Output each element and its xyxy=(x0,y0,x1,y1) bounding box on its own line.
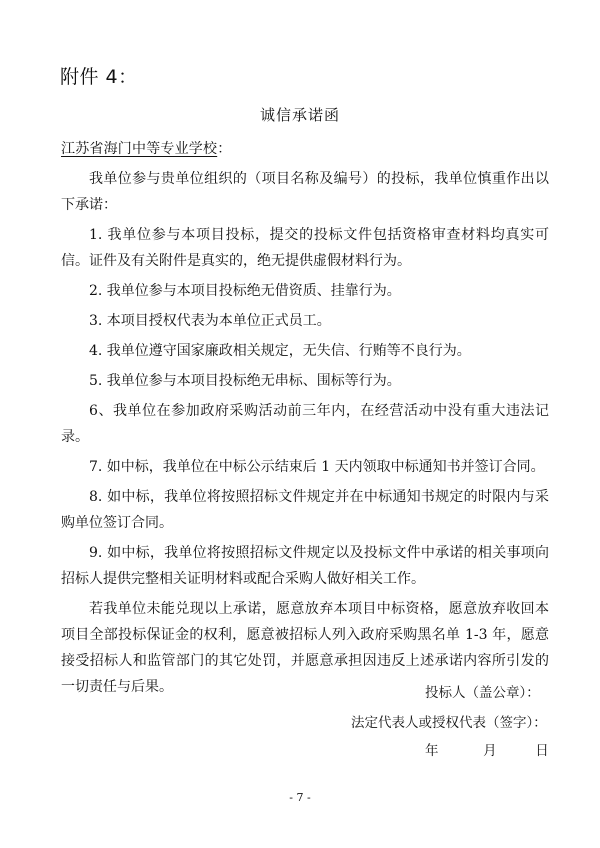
pledge-item-3: 3. 本项目授权代表为本单位正式员工。 xyxy=(89,313,331,329)
attachment-label: 附件 4： xyxy=(60,66,138,88)
letter-body xyxy=(61,166,549,700)
date-line xyxy=(425,739,549,759)
pledge-item-4: 4. 我单位遵守国家廉政相关规定，无失信、行贿等不良行为。 xyxy=(89,343,471,359)
date-year: 年 xyxy=(425,743,439,759)
date-month: 月 xyxy=(483,743,497,759)
date-day: 日 xyxy=(535,743,549,759)
pledge-item-5: 5. 我单位参与本项目投标绝无串标、围标等行为。 xyxy=(89,373,401,389)
pledge-item-7: 7. 如中标，我单位在中标公示结束后 1 天内领取中标通知书并签订合同。 xyxy=(89,459,545,475)
page-number: - 7 - xyxy=(289,791,311,804)
representative-signature-line: 法定代表人或授权代表（签字）： xyxy=(351,715,547,731)
pledge-item-9: 9. 如中标，我单位将按照招标文件规定以及投标文件中承诺的相关事项向招标人提供完整相关证明材料或配合采购人做好相关工作。 xyxy=(61,545,549,587)
addressee-colon: ： xyxy=(217,141,232,157)
pledge-item-8: 8. 如中标，我单位将按照招标文件规定并在中标通知书规定的时限内与采购单位签订合同。 xyxy=(61,489,549,531)
pledge-item-2: 2. 我单位参与本项目投标绝无借资质、挂靠行为。 xyxy=(89,283,401,299)
addressee-name: 江苏省海门中等专业学校 xyxy=(61,141,218,157)
intro-paragraph: 我单位参与贵单位组织的（项目名称及编号）的投标，我单位慎重作出以下承诺： xyxy=(61,171,549,213)
closing-paragraph: 若我单位未能兑现以上承诺，愿意放弃本项目中标资格，愿意放弃收回本项目全部投标保证金的权利，愿意被招标人列入政府采购黑名单 1-3 年，愿意接受招标人和监管部门的其它处罚，并愿意承担因违反上述承诺内容所引发的一切责任与后果。 xyxy=(61,601,549,695)
addressee-line xyxy=(61,138,231,158)
pledge-item-6: 6、我单位在参加政府采购活动前三年内，在经营活动中没有重大违法记录。 xyxy=(61,403,549,445)
document-title: 诚信承诺函 xyxy=(259,106,340,124)
pledge-item-1: 1. 我单位参与本项目投标，提交的投标文件包括资格审查材料均真实可信。证件及有关附件是真实的，绝无提供虚假材料行为。 xyxy=(61,227,549,269)
bidder-seal-line: 投标人（盖公章）： xyxy=(425,685,540,701)
